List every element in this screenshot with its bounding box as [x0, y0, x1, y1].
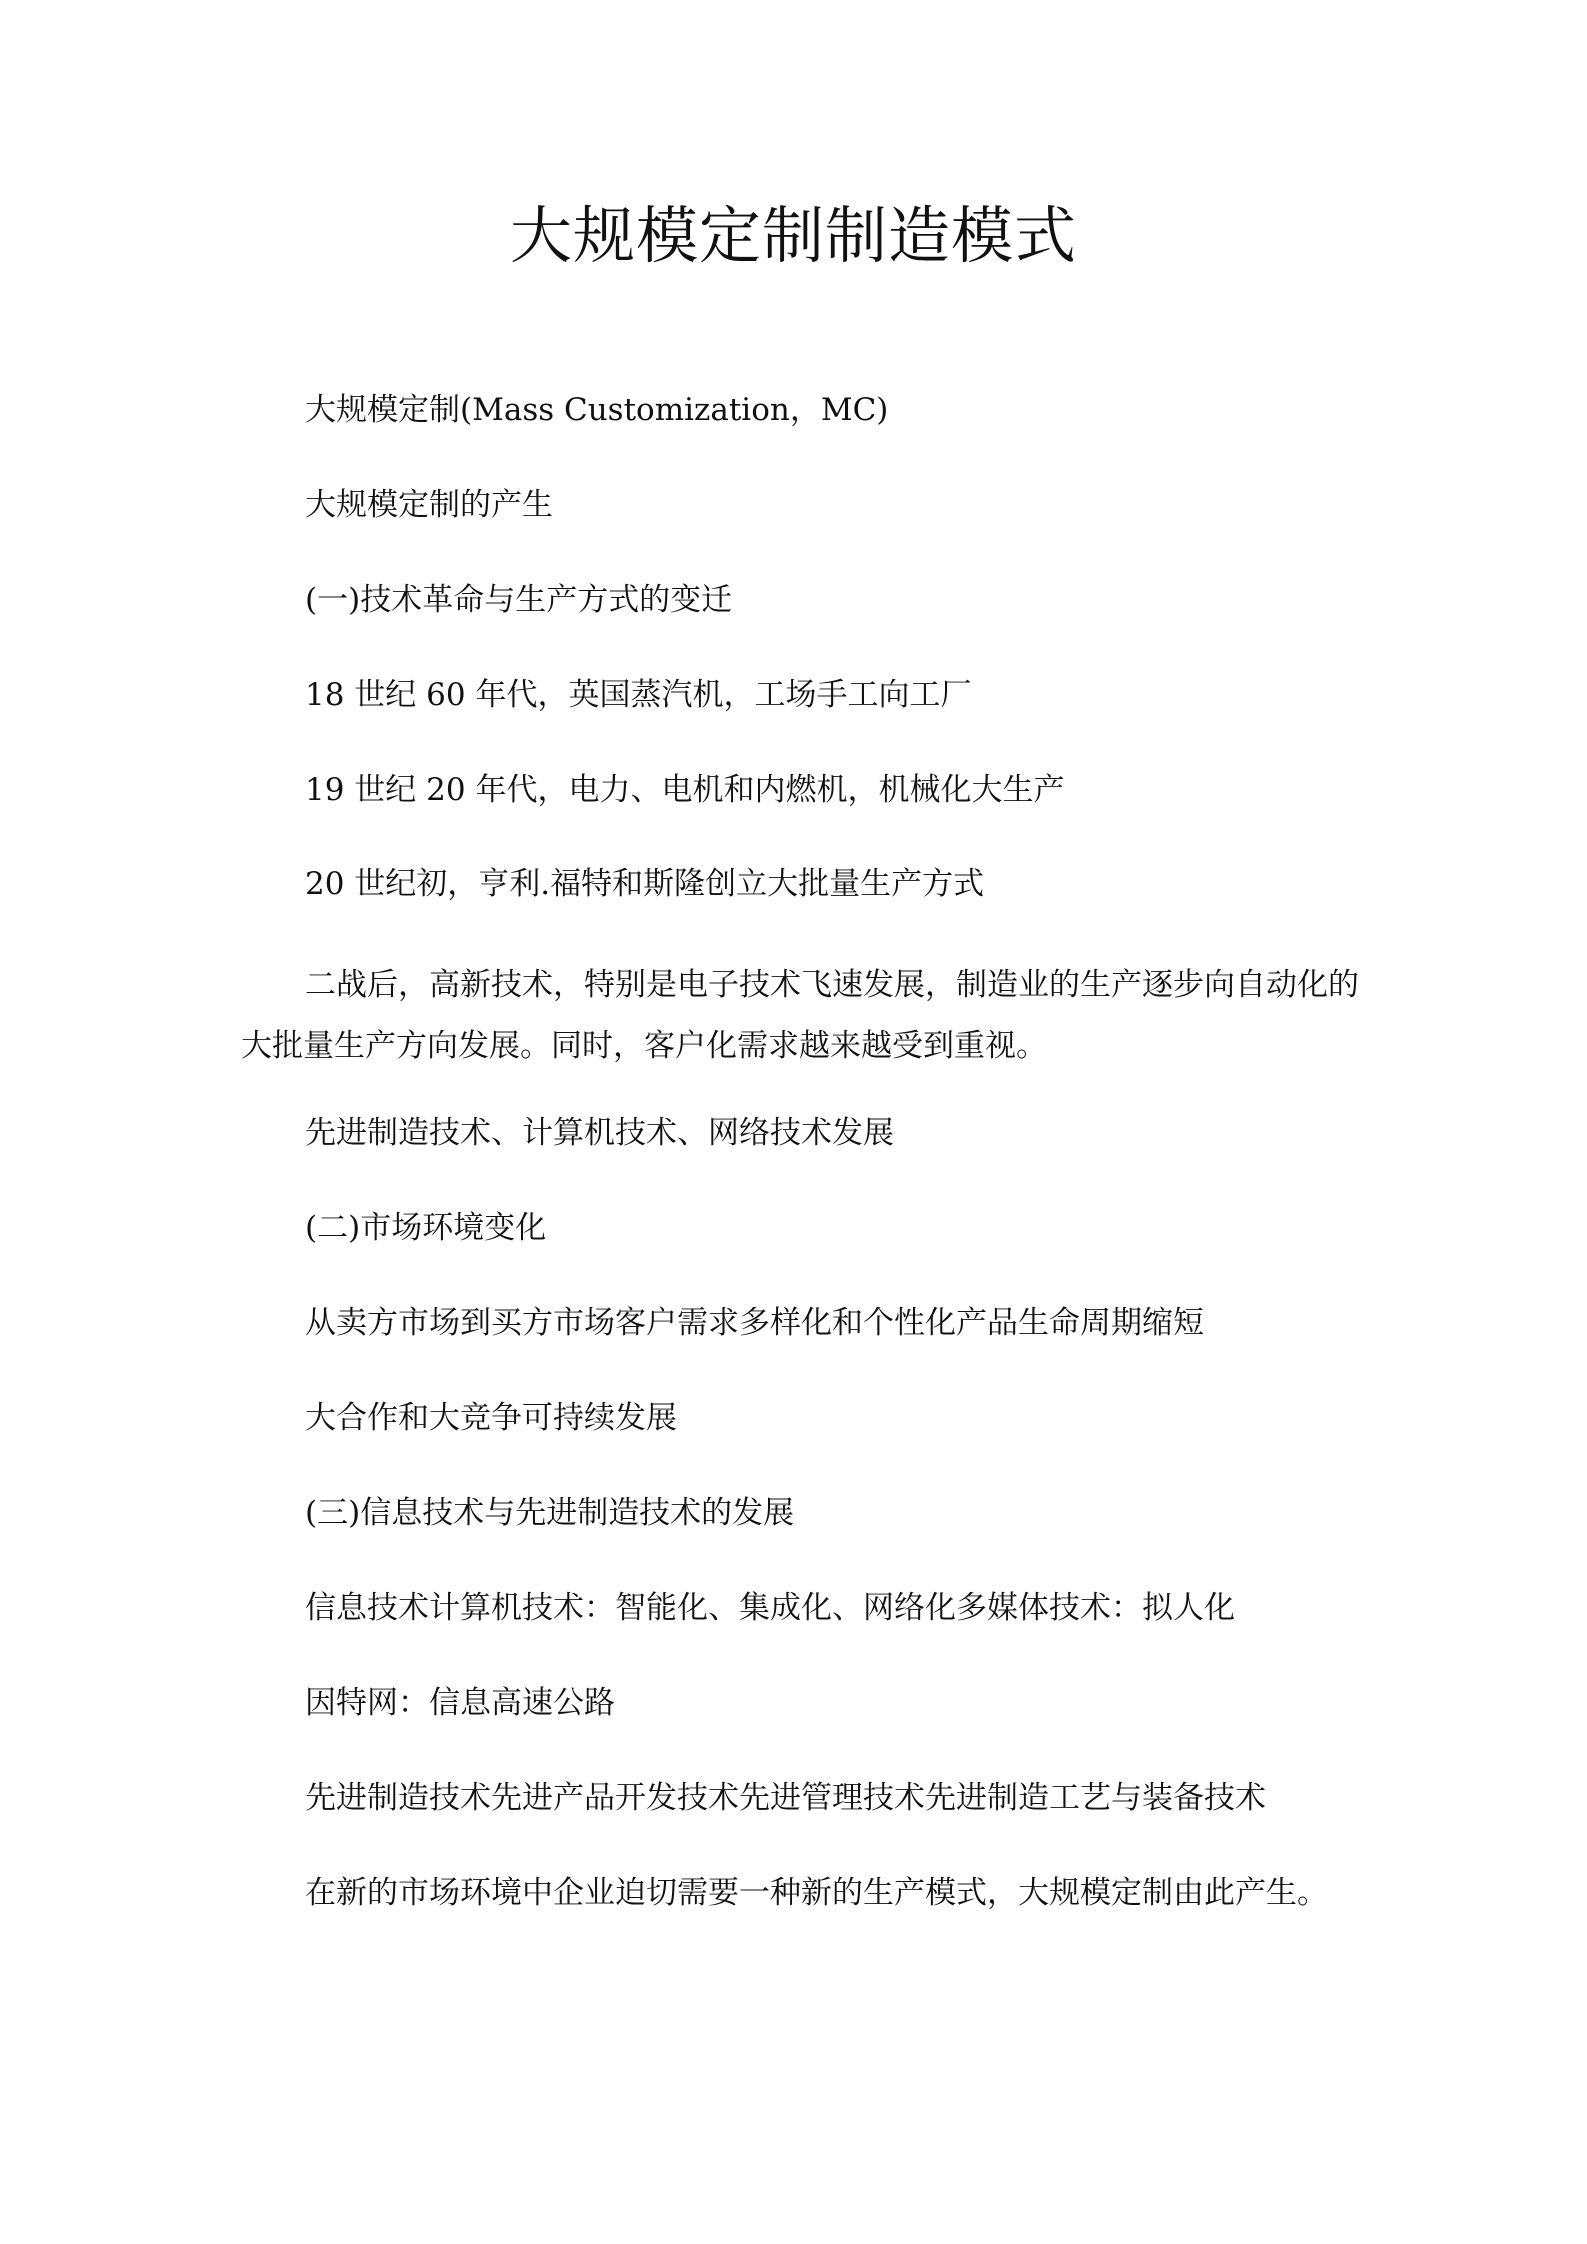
paragraph-conclusion: 在新的市场环境中企业迫切需要一种新的生产模式，大规模定制由此产生。: [305, 1875, 1328, 1911]
paragraph-advanced-tech: 先进制造技术、计算机技术、网络技术发展: [305, 1115, 894, 1151]
paragraph-19th-century: 19 世纪 20 年代，电力、电机和内燃机，机械化大生产: [305, 772, 1065, 808]
paragraph-internet: 因特网：信息高速公路: [305, 1685, 615, 1721]
paragraph-post-war: 二战后，高新技术，特别是电子技术飞速发展，制造业的生产逐步向自动化的大批量生产方向发展。同时，客户化需求越来越受到重视。: [241, 967, 1359, 1064]
paragraph-cooperation: 大合作和大竞争可持续发展: [305, 1400, 677, 1436]
paragraph-18th-century: 18 世纪 60 年代，英国蒸汽机，工场手工向工厂: [305, 677, 972, 713]
paragraph-20th-century: 20 世纪初，亨利.福特和斯隆创立大批量生产方式: [305, 866, 985, 902]
section-heading-2: (二)市场环境变化: [305, 1210, 547, 1246]
document-title: 大规模定制制造模式: [509, 199, 1077, 272]
paragraph-market-shift: 从卖方市场到买方市场客户需求多样化和个性化产品生命周期缩短: [305, 1305, 1204, 1341]
section-heading-1: (一)技术革命与生产方式的变迁: [305, 582, 733, 618]
paragraph-advanced-manufacturing: 先进制造技术先进产品开发技术先进管理技术先进制造工艺与装备技术: [305, 1780, 1266, 1816]
paragraph-mc-definition: 大规模定制(Mass Customization，MC): [305, 392, 889, 428]
paragraph-mc-origin-heading: 大规模定制的产生: [305, 487, 553, 523]
section-heading-3: (三)信息技术与先进制造技术的发展: [305, 1495, 795, 1531]
paragraph-info-tech: 信息技术计算机技术：智能化、集成化、网络化多媒体技术：拟人化: [305, 1590, 1235, 1626]
